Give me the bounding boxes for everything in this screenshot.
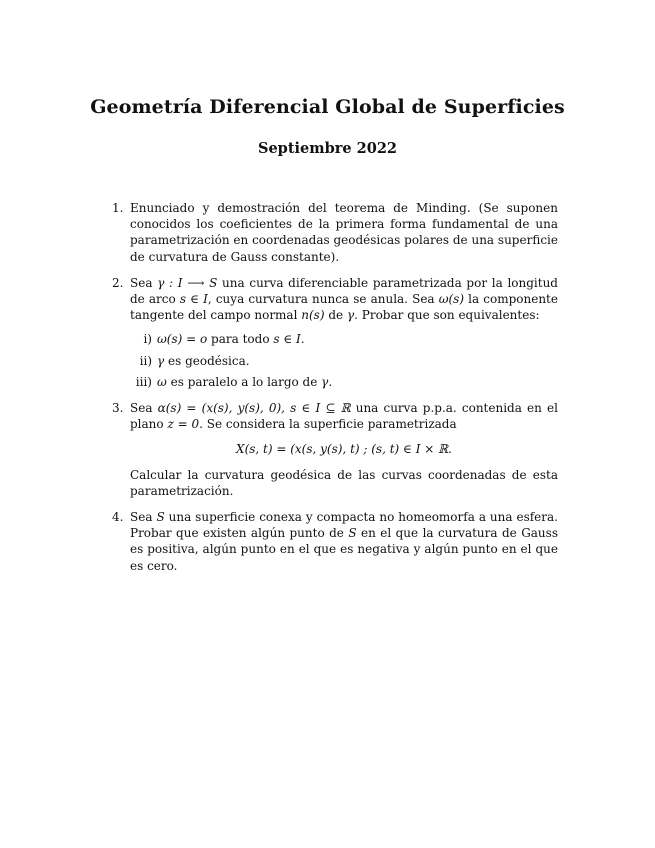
problem-4-math-s: S [156,510,165,525]
sub-item-label: i) [143,332,152,347]
problem-4-number: 4. [112,510,124,525]
problem-4-text-c: en el que la curvatura de Gauss es positiva, algún punto en el que es negativa y algún punto en el que es cero. [130,526,558,573]
problem-3-text-c: . Se considera la superficie parametrizada [199,417,457,432]
sub-item-math: ω(s) = o [157,332,208,347]
sub-item-end: . [300,332,305,347]
problem-3-equation: X(s, t) = (x(s, y(s), t) ; (s, t) ∈ I × ℝ. [236,442,452,457]
sub-item-math-2: s ∈ I [273,332,301,347]
problem-2-text-e: de [328,308,344,323]
problem-2 [112,275,558,390]
problem-2-math-s-in-i: s ∈ I [179,292,208,307]
problem-2-math-normal: n(s) [301,308,325,323]
problem-2-math-omega: ω(s) [438,292,465,307]
problem-2-text [130,275,558,324]
document-date: Septiembre 2022 [257,140,398,157]
problem-3-text [130,400,558,432]
problem-2-text-b: una curva diferenciable parametrizada por la longitud de arco [130,275,558,307]
problem-2-text-f: . Probar que son equivalentes: [354,308,540,323]
problem-3-math-alpha: α(s) = (x(s), y(s), 0), s ∈ I ⊆ ℝ [157,401,351,416]
problem-3-text-b: una curva p.p.a. contenida en el plano [130,401,558,432]
sub-item-label: iii) [135,374,152,389]
sub-item-math: γ [157,353,165,368]
problem-2-math-gamma: γ [346,308,355,323]
sub-item-end: . [328,374,333,389]
problem-2-sublist [130,331,558,390]
sub-item-math: ω [157,374,167,389]
problem-3-math-plane: z = 0 [167,417,200,432]
problem-list [112,200,558,584]
problem-1 [112,200,558,265]
problem-4-math-s-2: S [348,526,357,541]
problem-2-text-d: la componente tangente del campo normal [130,292,558,323]
sub-item-text: es geodésica. [168,353,250,368]
problem-1-text: Enunciado y demostración del teorema de Minding. (Se suponen conocidos los coeficientes de la primera forma fundamental de una parametrización en coordenadas geodésicas polares de una superficie de curvatura de Gauss constante). [130,201,558,264]
problem-1-number: 1. [112,201,124,215]
document-title: Geometría Diferencial Global de Superficies [90,96,565,118]
problem-2-text-c: , cuya curvatura nunca se anula. Sea [207,292,435,307]
problem-4-text [130,509,558,574]
problem-4-text-b: una superficie conexa y compacta no homeomorfa a una esfera. Probar que existen algún punto de [130,510,558,541]
sub-item-label: ii) [139,353,152,368]
problem-2-number: 2. [112,275,124,290]
problem-4-text-a: Sea [130,510,153,525]
problem-3-text-d: Calcular la curvatura geodésica de las curvas coordenadas de esta parametrización. [130,467,558,498]
problem-3-number: 3. [112,401,124,416]
problem-2-text-a: Sea [130,275,153,290]
problem-3 [112,400,558,499]
sub-item-iii [130,374,558,390]
sub-item-text: para todo [211,332,270,347]
problem-3-text-a: Sea [130,401,153,416]
problem-4 [112,509,558,574]
problem-2-math-curve: γ : I ⟶ S [157,275,218,290]
sub-item-i [130,331,558,347]
sub-item-text: es paralelo a lo largo de [170,374,318,389]
sub-item-ii [130,353,558,369]
sub-item-math-2: γ [321,374,329,389]
